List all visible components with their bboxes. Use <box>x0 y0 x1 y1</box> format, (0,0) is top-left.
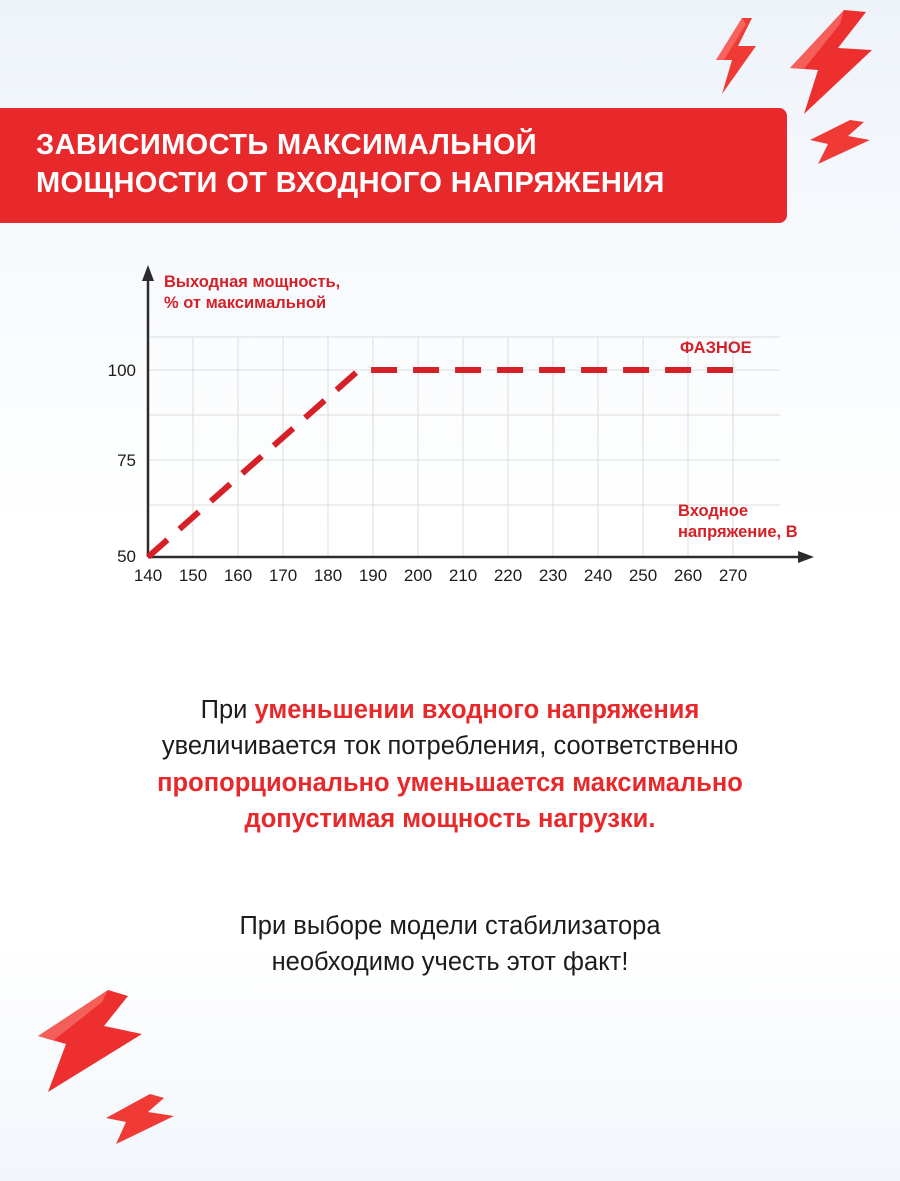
x-axis-label-line1: Входное <box>678 502 749 520</box>
x-tick-label: 210 <box>448 566 478 585</box>
y-axis-label-line2: % от максимальной <box>164 294 327 312</box>
paragraph-one-line-1-pre: При <box>200 696 255 724</box>
page-title-line-2: МОЩНОСТИ ОТ ВХОДНОГО НАПРЯЖЕНИЯ <box>36 167 665 200</box>
chart-legend-fazone: ФАЗНОЕ <box>680 339 752 357</box>
x-tick-label: 220 <box>493 566 523 585</box>
x-tick-label: 180 <box>313 566 343 585</box>
y-tick-label: 100 <box>107 361 136 380</box>
chart-y-axis <box>142 265 154 557</box>
page-title <box>0 108 787 223</box>
lightning-bolt-icon <box>100 1092 180 1148</box>
lightning-bolt-icon <box>806 118 874 168</box>
paragraph-one-line-2: увеличивается ток потребления, соответственно <box>161 732 739 761</box>
x-tick-label: 170 <box>268 566 298 585</box>
x-tick-label: 150 <box>178 566 208 585</box>
page-title-line-1: ЗАВИСИМОСТЬ МАКСИМАЛЬНОЙ <box>36 129 538 161</box>
paragraph-one <box>0 692 900 838</box>
x-tick-label: 250 <box>628 566 658 585</box>
x-tick-label: 230 <box>538 566 568 585</box>
power-voltage-chart <box>60 255 860 600</box>
paragraph-two-line-1: При выборе модели стабилизатора <box>239 912 661 940</box>
x-tick-label: 140 <box>133 566 163 585</box>
paragraph-one-line-4: допустимая мощность нагрузки. <box>244 805 656 834</box>
x-axis-label-line2: напряжение, В <box>678 523 798 541</box>
x-tick-label: 240 <box>583 566 613 585</box>
lightning-bolt-icon <box>712 18 758 94</box>
x-tick-label: 200 <box>403 566 433 585</box>
y-axis-label-line1: Выходная мощность, <box>164 273 341 291</box>
paragraph-one-highlight: уменьшении входного напряжения <box>254 696 700 724</box>
y-tick-label: 50 <box>117 547 136 566</box>
paragraph-two <box>0 908 900 981</box>
paragraph-one-line-1 <box>0 692 900 728</box>
series-line-fazone <box>148 370 733 557</box>
y-tick-label: 75 <box>117 451 136 470</box>
paragraph-one-line-3: пропорционально уменьшается максимально <box>157 768 743 797</box>
x-tick-label: 270 <box>718 566 748 585</box>
x-tick-label: 190 <box>358 566 388 585</box>
paragraph-two-line-2: необходимо учесть этот факт! <box>271 948 629 977</box>
chart-x-axis <box>148 551 814 563</box>
lightning-bolt-icon <box>22 988 152 1106</box>
chart-svg <box>60 255 860 600</box>
x-tick-label: 260 <box>673 566 703 585</box>
x-tick-label: 160 <box>223 566 253 585</box>
lightning-bolt-icon <box>782 8 878 116</box>
